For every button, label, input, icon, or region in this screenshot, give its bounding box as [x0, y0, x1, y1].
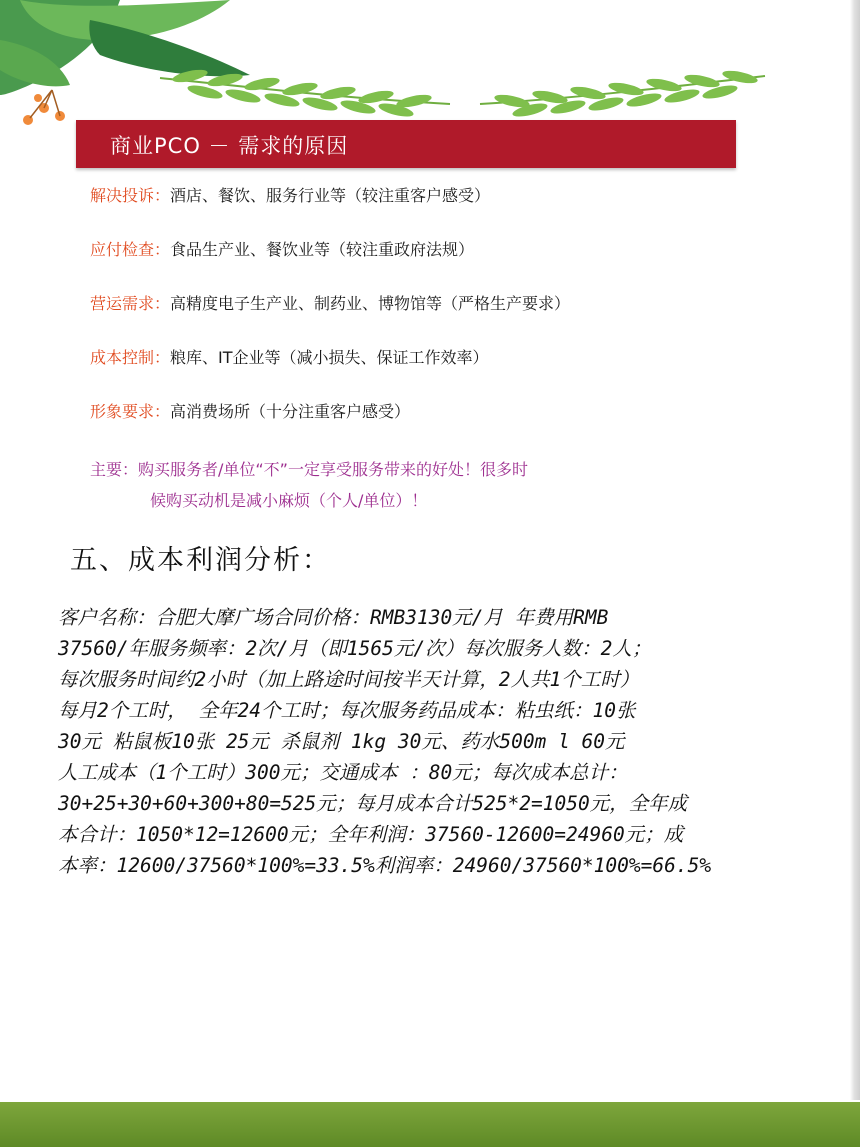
- header-title: 商业PCO － 需求的原因: [110, 134, 349, 158]
- section-heading: 五、成本利润分析：: [70, 545, 331, 576]
- footer-band: [0, 1102, 860, 1147]
- paragraph-line: 本率：12600/37560*100%=33.5%利润率：24960/37560*100%=66.5%: [58, 854, 712, 877]
- reason-text: 粮库、IT企业等（减小损失、保证工作效率）: [170, 348, 489, 367]
- leaf-decoration: [0, 0, 860, 140]
- paragraph-line: 30+25+30+60+300+80=525元；每月成本合计525*2=1050元，全年成: [58, 792, 688, 815]
- main-note-line: 候购买动机是减小麻烦（个人/单位）！: [150, 491, 428, 510]
- reason-item: [90, 291, 570, 314]
- reason-label: 成本控制：: [90, 348, 171, 367]
- reason-text: 高精度电子生产业、制药业、博物馆等（严格生产要求）: [170, 294, 571, 313]
- reason-label: 应付检查：: [90, 240, 171, 259]
- paragraph-line: 本合计：1050*12=12600元；全年利润：37560-12600=24960元；成: [58, 823, 684, 846]
- main-note: [90, 454, 730, 516]
- reason-item: [90, 345, 489, 368]
- paragraph-line: 30元 粘鼠板10张 25元 杀鼠剂 1kg 30元、药水500m l 60元: [58, 730, 625, 753]
- reason-item: [90, 399, 410, 422]
- reason-text: 高消费场所（十分注重客户感受）: [170, 402, 411, 421]
- reason-text: 酒店、餐饮、服务行业等（较注重客户感受）: [170, 186, 491, 205]
- laurel-right: [480, 68, 765, 119]
- reason-label: 解决投诉：: [90, 186, 171, 205]
- reason-text: 食品生产业、餐饮业等（较注重政府法规）: [170, 240, 475, 259]
- reason-label: 形象要求：: [90, 402, 171, 421]
- reason-item: [90, 237, 474, 260]
- paragraph-line: 客户名称：合肥大摩广场合同价格：RMB3130元/月 年费用RMB: [58, 606, 609, 629]
- cost-profit-paragraph: [58, 602, 800, 881]
- paragraph-line: 人工成本（1个工时）300元；交通成本 ：80元；每次成本总计：: [58, 761, 628, 784]
- laurel-left: [160, 67, 450, 119]
- main-note-line: 主要：购买服务者/单位“不”一定享受服务带来的好处！很多时: [90, 460, 528, 479]
- page-edge-shadow: [850, 0, 860, 1100]
- paragraph-line: 37560/年服务频率：2次/月（即1565元/次）每次服务人数：2人；: [58, 637, 652, 660]
- header-bar: [76, 120, 736, 168]
- reason-label: 营运需求：: [90, 294, 171, 313]
- reason-item: [90, 183, 490, 206]
- paragraph-line: 每次服务时间约2小时（加上路途时间按半天计算，2人共1个工时）: [58, 668, 640, 691]
- paragraph-line: 每月2个工时， 全年24个工时；每次服务药品成本：粘虫纸：10张: [58, 699, 636, 722]
